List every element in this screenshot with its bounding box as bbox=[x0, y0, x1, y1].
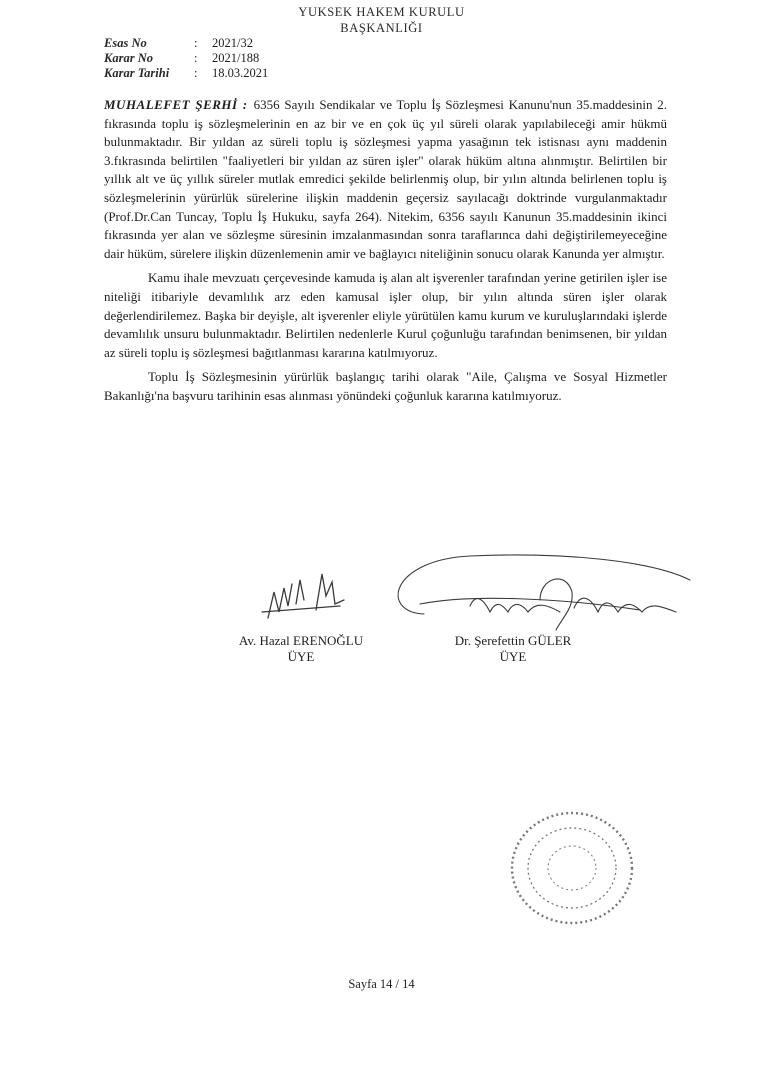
header-line-1: YUKSEK HAKEM KURULU bbox=[298, 5, 465, 19]
signature-left-mark bbox=[262, 574, 344, 618]
meta-row-karar bbox=[104, 51, 268, 66]
meta-separator: : bbox=[194, 66, 198, 80]
paragraph-3: Toplu İş Sözleşmesinin yürürlük başlangıç tarihi olarak "Aile, Çalışma ve Sosyal Hizmetler Bakanlığı'na başvuru tarihinin esas alınması yönündeki çoğunluk kararına katılmıyoruz. bbox=[104, 369, 667, 403]
paragraph-1-text: 6356 Sayılı Sendikalar ve Toplu İş Sözleşmesi Kanunu'nun 35.maddesinin 2. fıkrasında toplu iş sözleşmelerinin en az bir ve en çok üç yıl süreli olarak yapılabileceği amir hükmü bulunmaktadır. Bir yıldan az süreli toplu iş sözleşmesi yapma yasağının tek istisnası aynı maddenin 3.fıkrasında belirtilen "faaliyetleri bir yıldan az süren işler" olarak hüküm altına alınmıştır. Belirtilen bir yıllık alt ve üç yıllık süreler mutlak emredici şekilde belirlenmiş olup, bir yılın altında belirlenen toplu iş sözleşmelerinin yürürlük sürelerine ilişkin maddenin geçersiz sayılacağı doktrinde vurgulanmaktadır (Prof.Dr.Can Tuncay, Toplu İş Hukuku, sayfa 264). Nitekim, 6356 sayılı Kanunun 35.maddesinin ikinci fıkrasında yer alan ve sözleşme süresinin imzalanmasından sonra taraflarınca dahi değiştirilemeyeceğine dair hüküm, sürelere ilişkin düzenlemenin amir ve bağlayıcı niteliğinin sonucu olarak Kanunda yer almıştır. bbox=[104, 97, 667, 261]
meta-label: Karar No bbox=[104, 51, 153, 65]
page-header bbox=[0, 4, 763, 36]
official-stamp-mark bbox=[512, 813, 632, 923]
meta-value: 2021/188 bbox=[212, 51, 260, 65]
meta-separator: : bbox=[194, 36, 198, 50]
signature-block-right bbox=[428, 633, 598, 665]
meta-row-tarih bbox=[104, 66, 268, 81]
meta-label: Karar Tarihi bbox=[104, 66, 170, 80]
signer-name: Dr. Şerefettin GÜLER bbox=[454, 633, 572, 648]
case-meta bbox=[104, 36, 268, 81]
meta-value: 18.03.2021 bbox=[212, 66, 269, 80]
paragraph-2: Kamu ihale mevzuatı çerçevesinde kamuda iş alan alt işverenler tarafından yerine getirilen işler ise niteliği itibariyle devamlılık arz eden kamusal işler olup, bir yılın altında süren işler olarak değerlendirilemez. Başka bir deyişle, alt işverenler eliyle yürütülen kamu kurum ve kuruluşlarındaki işlerde devamlılık unsuru bulunmaktadır. Belirtilen nedenlerle Kurul çoğunluğu tarafından benimsenen, bir yıldan az süreli toplu iş sözleşmesi bağıtlanması kararına katılmıyoruz. bbox=[104, 270, 667, 360]
paragraph-1 bbox=[104, 96, 667, 263]
meta-separator: : bbox=[194, 51, 198, 65]
header-line-2: BAŞKANLIĞI bbox=[340, 21, 423, 35]
page-number: Sayfa 14 / 14 bbox=[348, 977, 415, 991]
dissent-heading: MUHALEFET ŞERHİ : bbox=[104, 97, 248, 112]
signer-role: ÜYE bbox=[499, 649, 527, 664]
signer-role: ÜYE bbox=[287, 649, 315, 664]
signer-name: Av. Hazal ERENOĞLU bbox=[238, 633, 364, 648]
dissent-body bbox=[104, 96, 667, 412]
signature-block-left bbox=[216, 633, 386, 665]
meta-label: Esas No bbox=[104, 36, 147, 50]
meta-row-esas bbox=[104, 36, 268, 51]
signature-right-mark bbox=[398, 555, 690, 630]
meta-value: 2021/32 bbox=[212, 36, 253, 50]
